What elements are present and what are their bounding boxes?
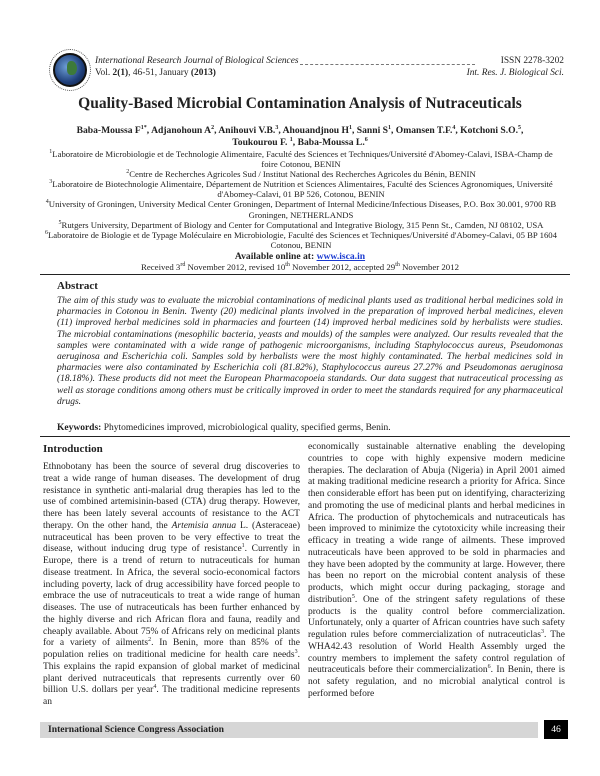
text-run: . The WHA42.43 resolution of World Health Assembly urged the country members to implement the safety control regulation of neutraceuticals before their commercialization: [308, 630, 565, 676]
superscript: rd: [180, 262, 186, 269]
affiliations: [45, 149, 557, 250]
journal-name: International Research Journal of Biological Sciences: [95, 56, 299, 66]
page-number: 46: [544, 720, 568, 739]
text-run: , Anihouvi V.B.: [214, 125, 276, 136]
superscript: 2: [148, 637, 152, 644]
text-run: , Omansen T.F.: [390, 125, 453, 136]
text-run: Received 3: [141, 262, 181, 272]
divider: [40, 436, 570, 437]
superscript: 6: [487, 664, 491, 671]
superscript: 3: [49, 179, 53, 186]
superscript: 6: [45, 229, 48, 236]
affiliation: [45, 199, 557, 219]
volume-number: 2(1): [112, 68, 129, 78]
globe-icon: [53, 53, 87, 87]
text-run: November 2012: [399, 262, 459, 272]
superscript: 5: [518, 124, 522, 131]
superscript: 1: [241, 543, 245, 550]
volume-year: (2013): [190, 68, 216, 78]
superscript: 2: [211, 124, 215, 131]
introduction-heading: Introduction: [43, 443, 103, 455]
text-run: L. (Asteraceae) nutraceutical has been proven to be very effective to treat the disease, without inducing drug type of resistance: [43, 520, 300, 555]
affiliation: [45, 230, 557, 250]
text-run: , Sanni S: [351, 125, 388, 136]
text-run: . One of the stringent safety regulations of these products is the quality control before commercialization. Unfortunately, only a quarter of African countries have such safety regulation rules before commercialization of nutraceuticlas: [308, 594, 565, 640]
superscript: 1*: [140, 124, 147, 131]
superscript: 2: [126, 169, 130, 176]
online-label: Available online at:: [234, 251, 317, 262]
superscript: 1: [348, 124, 352, 131]
text-run: . In Benin, there is not safety regulation, and no microbial analytical control is performed before: [308, 665, 565, 699]
superscript: 6: [364, 136, 368, 143]
text-run: Laboratoire de Biologie et de Typage Moléculaire en Microbiologie, Faculté des Sciences et Techniques/Université d'Abomey-Calavi, 05 BP 1604 Cotonou, BENIN: [48, 229, 557, 250]
text-run: , Baba-Moussa L.: [292, 136, 365, 148]
received-dates: [0, 262, 600, 272]
text-run: University of Groningen, University Medical Center Groningen, Department of Internal Medicine/Infectious Diseases, P.O. Box 30.001, 9700 RB Groningen, NETHERLANDS: [48, 199, 557, 220]
text-run: Laboratoire de Biotechnologie Alimentaire, Département de Nutrition et Sciences Alimentaires, Faculté des Sciences Agronomiques, Université d'Abomey-Calavi, 01 BP 526, Cotonou, BENIN: [52, 179, 553, 200]
text-run: Laboratoire de Microbiologie et de Technologie Alimentaire, Faculté des Sciences et Techniques/Université d'Abomey-Calavi, ISBA-Champ de foire Cotonou, BENIN: [52, 149, 553, 170]
keywords-text: Phytomedicines improved, microbiological quality, specified germs, Benin.: [101, 423, 391, 433]
journal-abbreviation: Int. Res. J. Biological Sci.: [466, 68, 564, 78]
superscript: 4: [45, 199, 49, 206]
text-run: Rutgers University, Department of Biology and Center for Computational and Integrative Biology, 315 Penn St., Camden, NJ 08102, USA: [61, 219, 544, 230]
abstract-text: The aim of this study was to evaluate the microbial contaminations of medicinal plants used as traditional herbal medicines sold in pharmacies in Cotonou in Benin. Twenty (20) medicinal plants involved in the preparation of improved herbal medicines, eleven (11) improved herbal medicines sold in pharmacies and fourteen (14) improved herbal medicines sold by herbalists were studies. The microbial contaminations (mesophilic bacteria, yeasts and moulds) of the samples were analyzed. Our results revealed that the samples were contaminated with a wide range of pathogenic microorganisms, including Staphylococcus aureus, Pseudomonas aeruginosa and Escherichia coli. Samples sold by herbalists were the most highly contaminated. The herbal medicines sold in pharmacies were also contaminated by Escherichia coli (81.82%), Staphylococcus aureus 27.27% and Pseudomonas aeruginosa (18.18%). These products did not meet the European Pharmacopoeia standards. Our data suggest that nutraceutical processing as well as storage conditions among others must be critically improved in order to meet the standards required for any pharmaceutical drugs.: [57, 296, 563, 407]
volume-info: [95, 67, 216, 79]
superscript: 5: [351, 593, 355, 600]
affiliation: [45, 169, 557, 179]
superscript: 3: [275, 124, 279, 131]
superscript: 1: [387, 124, 391, 131]
text-run: November 2012, revised 10: [185, 262, 286, 272]
paper-title: Quality-Based Microbial Contamination Analysis of Nutraceuticals: [78, 95, 522, 112]
divider: [40, 274, 570, 275]
text-run: . Currently in Europe, there is a trend of return to nutraceuticals for human disease treatment. In Africa, the several socio-economical factors including poverty, lack of drug accessibility have forced people to embrace the use of nutraceuticals to treat a wide range of human diseases. The use of nutraceuticals has been further enhanced by the highly diverse and rich African flora and fauna, readily and cheaply available. About 75% of Africans rely on medicinal plants for a variety of ailments: [43, 544, 300, 649]
superscript: 5: [58, 219, 62, 226]
text-run: . In Benin, more than 85% of the population relies on traditional medicine for health care needs: [43, 638, 300, 660]
available-online: [0, 251, 600, 262]
text-run: , Kotchoni S.O.: [455, 125, 519, 136]
superscript: 4: [153, 684, 157, 691]
volume-pages: , 46-51, January: [128, 68, 191, 78]
superscript: 3: [294, 648, 298, 655]
superscript: 3: [540, 628, 544, 635]
keywords: [57, 423, 391, 433]
header-dashed-line: [300, 64, 475, 65]
italic-term: Artemisia annua: [171, 520, 237, 531]
text-run: , Adjanohoun A: [146, 125, 212, 136]
affiliation: [45, 220, 557, 230]
superscript: th: [285, 262, 290, 269]
body-column-left: [43, 462, 300, 709]
text-run: economically sustainable alternative enabling the developing countries to cope with highly expensive modern medicine therapies. The declaration of Abuja (Nigeria) in April 2001 aimed at making traditional medicine research a priority for Africa. Since then considerable effort has been put on identifying, characterizing and promoting the use of medicinal plants and herbal medicines in Africa. The production of phytochemicals and nutraceuticals has been improved to minimize the cytotoxicity while increasing their efficacy in treating a wide range of ailments. These improved nutraceuticals have been approved to be sold in pharmacies and they have been adopted by the community at large. However, there has been no report on the microbial content analysis of these products, which might occur during packaging, storage and distribution: [308, 442, 565, 605]
text-run: , Ahouandjnou H: [278, 125, 349, 136]
text-run: Centre de Recherches Agricoles Sud / Institut National des Recherches Agricoles du Bénin, BENIN: [129, 169, 476, 180]
footer-bar: [40, 722, 538, 738]
volume-prefix: Vol.: [95, 68, 113, 78]
abstract-heading: Abstract: [57, 280, 98, 292]
body-column-right: [308, 442, 565, 701]
keywords-label: Keywords:: [57, 423, 102, 433]
text-run: Ethnobotany has been the source of several drug discoveries to treat a wide range of human diseases. The development of drug resistance in synthetic anti-malarial drug therapies has led to the use of combined artemisinin-based (CTA) drug therapy. However, there has been lately several accounts of resistance to the ACT therapy. On the other hand, the: [43, 462, 300, 531]
text-run: November 2012, accepted 29: [289, 262, 396, 272]
journal-website-link[interactable]: www.isca.in: [316, 251, 366, 262]
superscript: 1: [49, 149, 53, 156]
footer-organization: International Science Congress Association: [48, 724, 224, 735]
issn: ISSN 2278-3202: [500, 56, 564, 66]
superscript: th: [395, 262, 400, 269]
affiliation: [45, 149, 557, 169]
text-run: . The traditional medicine represents an: [43, 685, 300, 707]
superscript: 4: [452, 124, 456, 131]
affiliation: [45, 179, 557, 199]
journal-logo: [49, 49, 91, 91]
superscript: 1: [289, 136, 293, 143]
text-run: Baba-Moussa F: [76, 125, 141, 136]
author-list: [60, 125, 540, 148]
text-run: . This explains the rapid expansion of global market of medicinal plant derived nutraceuticals that represents currently over 60 billion U.S. dollars per year: [43, 650, 300, 696]
text-run: , Toukourou F.: [232, 125, 524, 148]
